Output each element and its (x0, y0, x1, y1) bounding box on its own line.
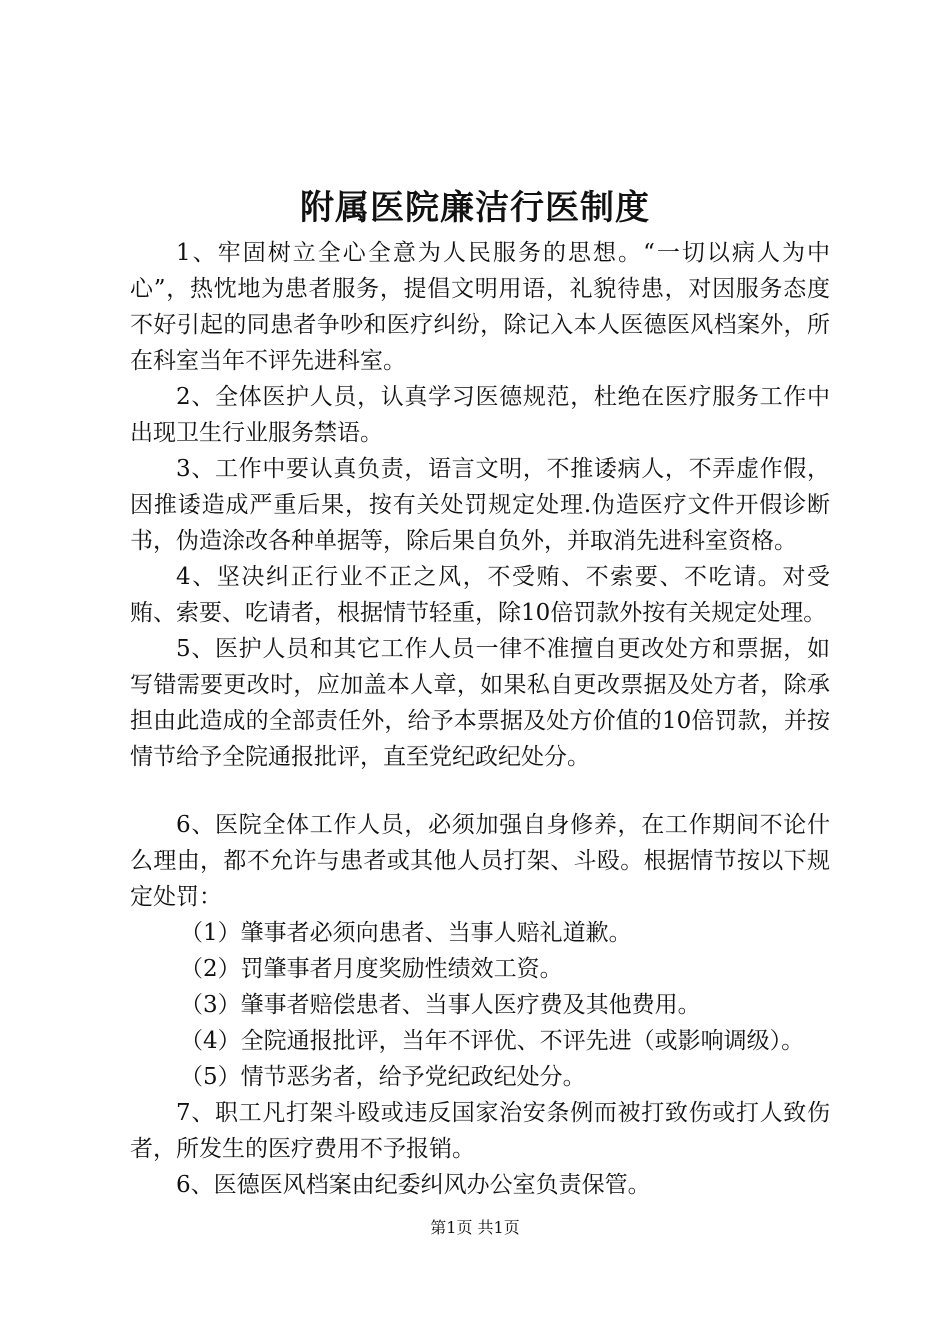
paragraph-7: 7、职工凡打架斗殴或违反国家治安条例而被打致伤或打人致伤者，所发生的医疗费用不予报销。 (130, 1100, 830, 1162)
paragraph-gap (130, 775, 830, 807)
penalty-item-1: （1）肇事者必须向患者、当事人赔礼道歉。 (180, 920, 632, 946)
paragraph-1: 1、牢固树立全心全意为人民服务的思想。“一切以病人为中心”，热忱地为患者服务，提倡文明用语，礼貌待患，对因服务态度不好引起的同患者争吵和医疗纠纷，除记入本人医德医风档案外，所在科室当年不评先进科室。 (130, 240, 830, 374)
paragraph-2: 2、全体医护人员，认真学习医德规范，杜绝在医疗服务工作中出现卫生行业服务禁语。 (130, 384, 830, 446)
paragraph-3: 3、工作中要认真负责，语言文明，不推诿病人，不弄虚作假，因推诿造成严重后果，按有关处罚规定处理.伪造医疗文件开假诊断书，伪造涂改各种单据等，除后果自负外，并取消先进科室资格。 (130, 456, 830, 554)
page-footer: 第1页 共1页 (430, 1218, 520, 1237)
penalty-item-4: （4）全院通报批评，当年不评优、不评先进（或影响调级）。 (180, 1028, 805, 1054)
penalty-item-5: （5）情节恶劣者，给予党纪政纪处分。 (180, 1064, 586, 1090)
paragraph-5: 5、医护人员和其它工作人员一律不准擅自更改处方和票据，如写错需要更改时，应加盖本人章，如果私自更改票据及处方者，除承担由此造成的全部责任外，给予本票据及处方价值的10倍罚款，并按情节给予全院通报批评，直至党纪政纪处分。 (130, 636, 830, 770)
penalty-item-2: （2）罚肇事者月度奖励性绩效工资。 (180, 956, 563, 982)
paragraph-8: 6、医德医风档案由纪委纠风办公室负责保管。 (176, 1172, 651, 1198)
document-title: 附属医院廉洁行医制度 (300, 188, 650, 228)
document-body (130, 235, 830, 1203)
penalty-item-3: （3）肇事者赔偿患者、当事人医疗费及其他费用。 (180, 992, 701, 1018)
paragraph-6: 6、医院全体工作人员，必须加强自身修养，在工作期间不论什么理由，都不允许与患者或其他人员打架、斗殴。根据情节按以下规定处罚： (130, 812, 830, 910)
paragraph-4: 4、坚决纠正行业不正之风，不受贿、不索要、不吃请。对受贿、索要、吃请者，根据情节轻重，除10倍罚款外按有关规定处理。 (130, 564, 830, 626)
